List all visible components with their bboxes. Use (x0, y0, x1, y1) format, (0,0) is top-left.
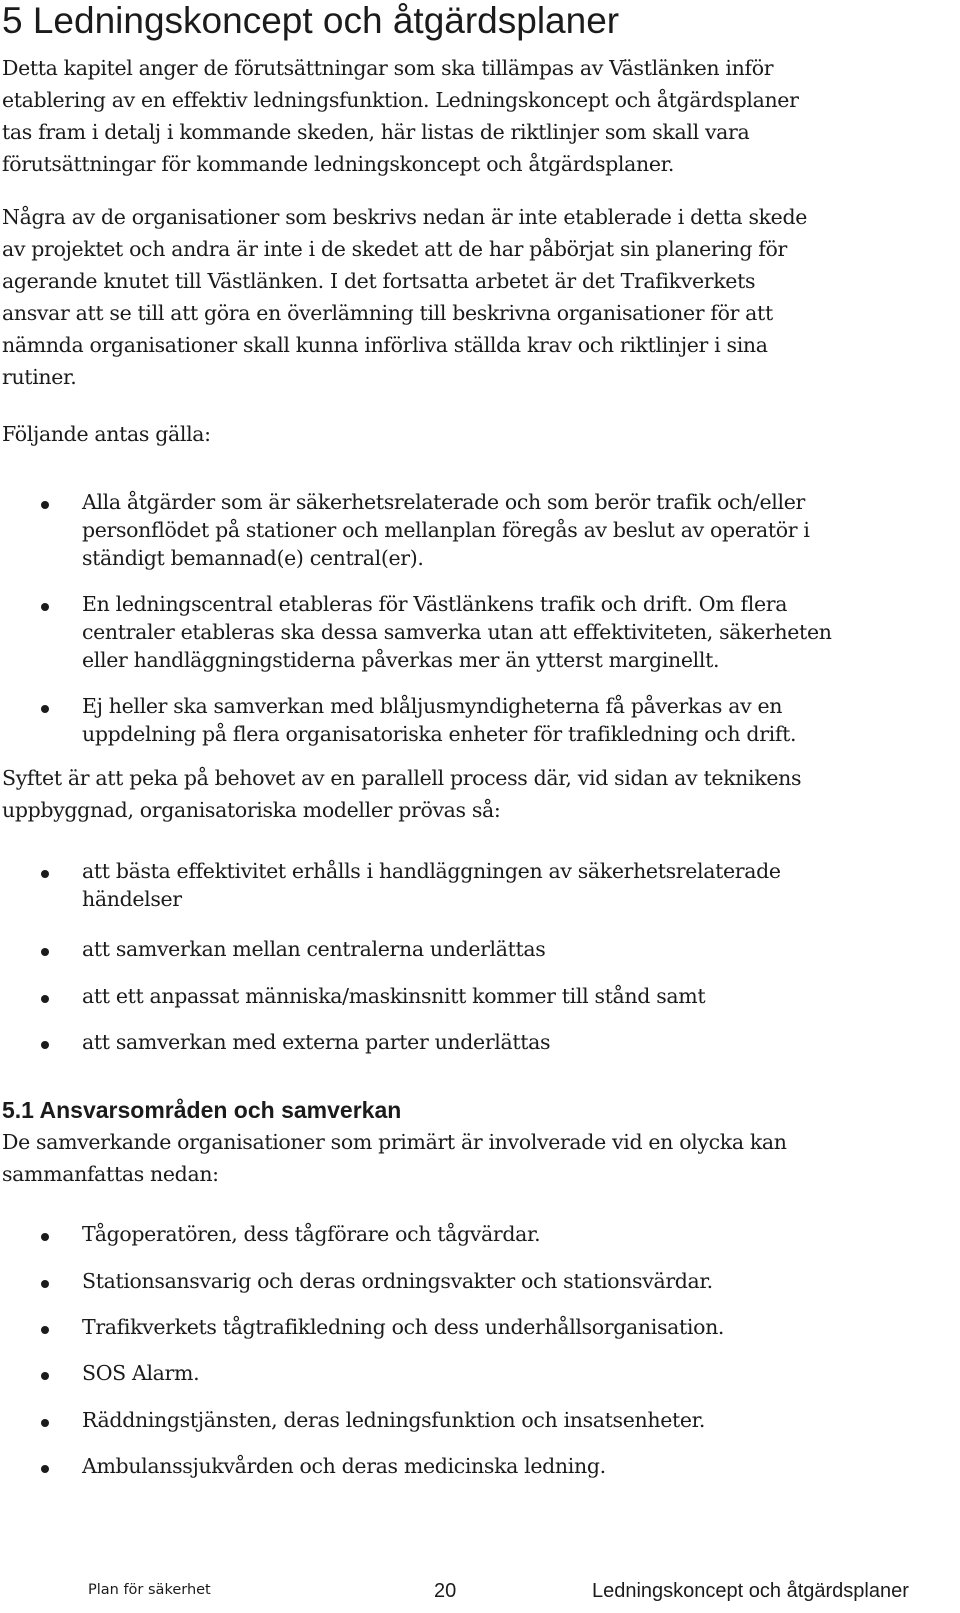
list-item-text (82, 590, 952, 674)
list-line: att bästa effektivitet erhålls i handläggningen av säkerhetsrelaterade (82, 859, 781, 883)
list-item-text (82, 692, 952, 748)
page-number: 20 (434, 1580, 457, 1602)
footer-chapter-title: Ledningskoncept och åtgärdsplaner (592, 1580, 909, 1602)
organisations-paragraph (2, 201, 942, 393)
paragraph-line: nämnda organisationer skall kunna införliva ställda krav och riktlinjer i sina (2, 333, 768, 357)
list-line: Alla åtgärder som är säkerhetsrelaterade och som berör trafik och/eller (82, 490, 805, 514)
footer-document-title: Plan för säkerhet (88, 1582, 211, 1598)
bullet-icon (41, 705, 49, 713)
paragraph-line: rutiner. (2, 365, 77, 389)
purpose-paragraph (2, 762, 942, 826)
list-line: att ett anpassat människa/maskinsnitt kommer till stånd samt (82, 984, 706, 1008)
list-item-text: Räddningstjänsten, deras ledningsfunktion och insatsenheter. (82, 1408, 706, 1432)
bullet-icon (41, 1419, 49, 1427)
bullet-icon (41, 1280, 49, 1288)
list-item-text (82, 857, 952, 913)
list-item-text: Tågoperatören, dess tågförare och tågvärdar. (82, 1222, 541, 1246)
bullet-icon (41, 1372, 49, 1380)
paragraph-line: Några av de organisationer som beskrivs nedan är inte etablerade i detta skede (2, 205, 808, 229)
paragraph-line: Syftet är att peka på behovet av en parallell process där, vid sidan av teknikens (2, 766, 802, 790)
list-item-text: SOS Alarm. (82, 1361, 200, 1385)
list-item-text: Ambulanssjukvården och deras medicinska ledning. (82, 1454, 606, 1478)
bullet-icon (41, 1465, 49, 1473)
paragraph-line: uppbyggnad, organisatoriska modeller prövas så: (2, 798, 501, 822)
intro-line: Detta kapitel anger de förutsättningar som ska tillämpas av Västlänken inför (2, 56, 774, 80)
list-line: centraler etableras ska dessa samverka utan att effektiviteten, säkerheten (82, 620, 832, 644)
list-line: händelser (82, 887, 182, 911)
list-line: Ej heller ska samverkan med blåljusmyndigheterna få påverkas av en (82, 694, 783, 718)
list-line: eller handläggningstiderna påverkas mer än ytterst marginellt. (82, 648, 720, 672)
list-item-text (82, 935, 952, 963)
bullet-icon (41, 603, 49, 611)
intro-line: etablering av en effektiv ledningsfunktion. Ledningskoncept och åtgärdsplaner (2, 88, 799, 112)
intro-line: tas fram i detalj i kommande skeden, här listas de riktlinjer som skall vara (2, 120, 750, 144)
list-item-text: Trafikverkets tågtrafikledning och dess underhållsorganisation. (82, 1315, 725, 1339)
following-label: Följande antas gälla: (2, 422, 211, 446)
intro-paragraph (2, 52, 942, 180)
bullet-icon (41, 870, 49, 878)
section-intro-paragraph (2, 1126, 942, 1190)
paragraph-line: av projektet och andra är inte i de skedet att de har påbörjat sin planering för (2, 237, 787, 261)
bullet-icon (41, 501, 49, 509)
bullet-icon (41, 1041, 49, 1049)
list-line: personflödet på stationer och mellanplan föregås av beslut av operatör i (82, 518, 810, 542)
list-line: ständigt bemannad(e) central(er). (82, 546, 424, 570)
paragraph-line: agerande knutet till Västlänken. I det fortsatta arbetet är det Trafikverkets (2, 269, 756, 293)
list-line: uppdelning på flera organisatoriska enheter för trafikledning och drift. (82, 722, 797, 746)
chapter-heading: 5 Ledningskoncept och åtgärdsplaner (2, 0, 620, 41)
paragraph-line: De samverkande organisationer som primärt är involverade vid en olycka kan (2, 1130, 787, 1154)
page-footer (0, 1580, 960, 1610)
list-line: att samverkan mellan centralerna underlättas (82, 937, 546, 961)
bullet-icon (41, 995, 49, 1003)
list-item-text: Stationsansvarig och deras ordningsvakter och stationsvärdar. (82, 1269, 713, 1293)
list-item-text (82, 982, 952, 1010)
list-line: att samverkan med externa parter underlättas (82, 1030, 551, 1054)
paragraph-line: ansvar att se till att göra en överlämning till beskrivna organisationer för att (2, 301, 773, 325)
list-line: En ledningscentral etableras för Västlänkens trafik och drift. Om flera (82, 592, 788, 616)
bullet-icon (41, 1326, 49, 1334)
bullet-icon (41, 948, 49, 956)
list-item-text (82, 1028, 952, 1056)
bullet-icon (41, 1233, 49, 1241)
paragraph-line: sammanfattas nedan: (2, 1162, 219, 1186)
intro-line: förutsättningar för kommande ledningskoncept och åtgärdsplaner. (2, 152, 675, 176)
section-heading: 5.1 Ansvarsområden och samverkan (2, 1097, 402, 1123)
list-item-text (82, 488, 952, 572)
